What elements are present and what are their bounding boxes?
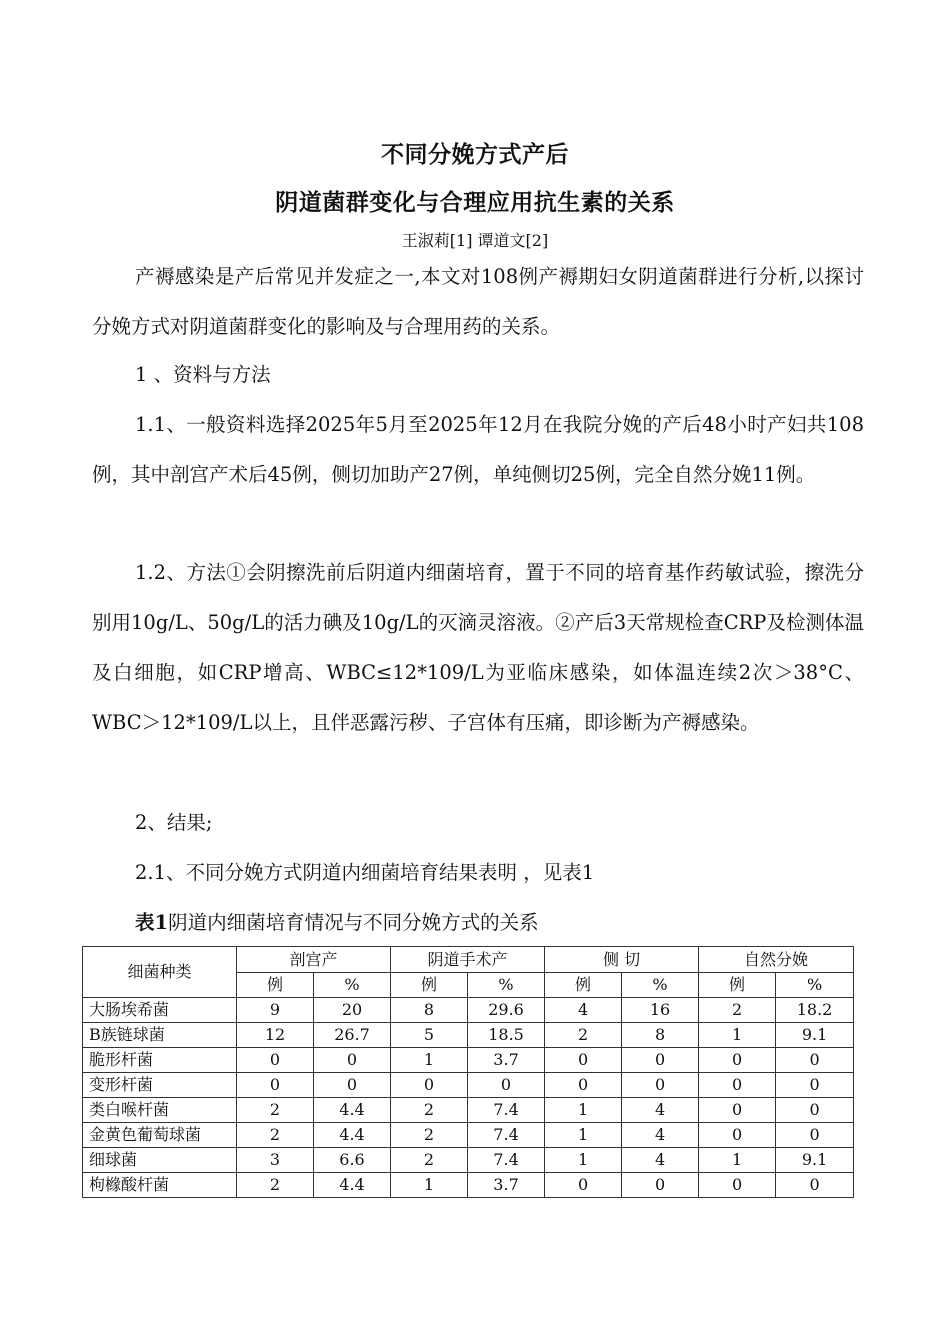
bacteria-name-cell: 变形杆菌 xyxy=(83,1073,237,1098)
table-row xyxy=(83,1023,854,1048)
table-caption xyxy=(135,903,539,943)
table-cell: 16 xyxy=(622,998,699,1023)
bacteria-name-cell: 大肠埃希菌 xyxy=(83,998,237,1023)
group-header: 侧 切 xyxy=(545,947,699,973)
table-cell: 4 xyxy=(545,998,622,1023)
table-cell: 3 xyxy=(237,1148,314,1173)
table-cell: 1 xyxy=(391,1173,468,1198)
table-cell: 1 xyxy=(545,1123,622,1148)
group-header: 阴道手术产 xyxy=(391,947,545,973)
table-cell: 1 xyxy=(545,1098,622,1123)
table-cell: 0 xyxy=(699,1098,776,1123)
subheader-cell: % xyxy=(468,973,545,998)
table-cell: 2 xyxy=(237,1123,314,1148)
table-cell: 2 xyxy=(545,1023,622,1048)
table-cell: 2 xyxy=(237,1098,314,1123)
table-cell: 0 xyxy=(622,1048,699,1073)
table-cell: 7.4 xyxy=(468,1098,545,1123)
table-cell: 2 xyxy=(391,1148,468,1173)
table-cell: 7.4 xyxy=(468,1123,545,1148)
paragraph-2-1: 2.1、不同分娩方式阴道内细菌培育结果表明 ，见表1 xyxy=(135,861,595,884)
table-cell: 2 xyxy=(699,998,776,1023)
table-cell: 3.7 xyxy=(468,1173,545,1198)
table-cell: 9.1 xyxy=(776,1023,854,1048)
table-row xyxy=(83,1048,854,1073)
table-cell: 0 xyxy=(468,1073,545,1098)
table-caption-text: 阴道内细菌培育情况与不同分娩方式的关系 xyxy=(168,911,539,934)
table-cell: 0 xyxy=(237,1073,314,1098)
subheader-cell: 例 xyxy=(699,973,776,998)
table-cell: 12 xyxy=(237,1023,314,1048)
table-cell: 0 xyxy=(776,1123,854,1148)
table-cell: 1 xyxy=(545,1148,622,1173)
table-cell: 0 xyxy=(622,1073,699,1098)
table-row xyxy=(83,1098,854,1123)
table-cell: 2 xyxy=(391,1123,468,1148)
table-cell: 0 xyxy=(699,1123,776,1148)
bacteria-name-cell: 类白喉杆菌 xyxy=(83,1098,237,1123)
table-cell: 20 xyxy=(314,998,391,1023)
table-cell: 0 xyxy=(699,1048,776,1073)
table-cell: 0 xyxy=(699,1073,776,1098)
table-cell: 26.7 xyxy=(314,1023,391,1048)
table-cell: 7.4 xyxy=(468,1148,545,1173)
table-cell: 5 xyxy=(391,1023,468,1048)
table-cell: 4.4 xyxy=(314,1123,391,1148)
table-cell: 4 xyxy=(622,1123,699,1148)
table-cell: 0 xyxy=(776,1098,854,1123)
table-header-row xyxy=(83,947,854,973)
table-row xyxy=(83,1073,854,1098)
paragraph-1-2: 1.2、方法①会阴擦洗前后阴道内细菌培育，置于不同的培育基作药敏试验，擦洗分别用10g/L、50g/L的活力碘及10g/L的灭滴灵溶液。②产后3天常规检查CRP及检测体温及白细胞，如CRP增高、WBC≤12*109/L为亚临床感染，如体温连续2次＞38°C、WBC＞12*109/L以上，且伴恶露污秽、子宫体有压痛，即诊断为产褥感染。 xyxy=(92,561,864,734)
table-cell: 0 xyxy=(237,1048,314,1073)
intro-paragraph: 产褥感染是产后常见并发症之一,本文对108例产褥期妇女阴道菌群进行分析,以探讨分娩方式对阴道菌群变化的影响及与合理用药的关系。 xyxy=(92,265,864,338)
group-header: 剖宫产 xyxy=(237,947,391,973)
table-cell: 0 xyxy=(314,1073,391,1098)
title-line-1: 不同分娩方式产后 xyxy=(381,141,569,168)
table-cell: 1 xyxy=(391,1048,468,1073)
bacteria-name-cell: 脆形杆菌 xyxy=(83,1048,237,1073)
title-line-2: 阴道菌群变化与合理应用抗生素的关系 xyxy=(275,189,675,216)
subheader-cell: % xyxy=(776,973,854,998)
table-row xyxy=(83,998,854,1023)
table-cell: 0 xyxy=(391,1073,468,1098)
table-cell: 8 xyxy=(391,998,468,1023)
table-cell: 18.5 xyxy=(468,1023,545,1048)
table-cell: 0 xyxy=(776,1173,854,1198)
table-cell: 1 xyxy=(699,1023,776,1048)
authors: 王淑莉[1] 谭道文[2] xyxy=(401,231,549,250)
table-cell: 1 xyxy=(699,1148,776,1173)
table-cell: 4 xyxy=(622,1148,699,1173)
table-cell: 0 xyxy=(776,1073,854,1098)
bacteria-table xyxy=(82,946,854,1198)
table-cell: 3.7 xyxy=(468,1048,545,1073)
table-cell: 8 xyxy=(622,1023,699,1048)
section-1-heading: 1 、资料与方法 xyxy=(135,363,271,386)
table-caption-label: 表1 xyxy=(135,911,169,934)
bacteria-name-cell: 细球菌 xyxy=(83,1148,237,1173)
table-cell: 0 xyxy=(545,1173,622,1198)
table-cell: 0 xyxy=(699,1173,776,1198)
table-cell: 9 xyxy=(237,998,314,1023)
table-cell: 0 xyxy=(545,1048,622,1073)
table-cell: 2 xyxy=(237,1173,314,1198)
table-cell: 29.6 xyxy=(468,998,545,1023)
corner-header: 细菌种类 xyxy=(83,947,237,998)
subheader-cell: 例 xyxy=(391,973,468,998)
subheader-cell: % xyxy=(622,973,699,998)
table-cell: 0 xyxy=(622,1173,699,1198)
table-cell: 0 xyxy=(776,1048,854,1073)
table-cell: 0 xyxy=(545,1073,622,1098)
paragraph-1-1: 1.1、一般资料选择2025年5月至2025年12月在我院分娩的产后48小时产妇共108例，其中剖宫产术后45例，侧切加助产27例，单纯侧切25例，完全自然分娩11例。 xyxy=(92,413,864,486)
table-cell: 4 xyxy=(622,1098,699,1123)
table-row xyxy=(83,1173,854,1198)
table-cell: 2 xyxy=(391,1098,468,1123)
subheader-cell: 例 xyxy=(237,973,314,998)
table-cell: 18.2 xyxy=(776,998,854,1023)
table-cell: 4.4 xyxy=(314,1098,391,1123)
table-cell: 9.1 xyxy=(776,1148,854,1173)
bacteria-name-cell: 枸橼酸杆菌 xyxy=(83,1173,237,1198)
bacteria-name-cell: 金黄色葡萄球菌 xyxy=(83,1123,237,1148)
bacteria-name-cell: B族链球菌 xyxy=(83,1023,237,1048)
section-2-heading: 2、结果; xyxy=(135,811,213,834)
subheader-cell: 例 xyxy=(545,973,622,998)
table-cell: 6.6 xyxy=(314,1148,391,1173)
table-row xyxy=(83,1123,854,1148)
group-header: 自然分娩 xyxy=(699,947,854,973)
table-cell: 4.4 xyxy=(314,1173,391,1198)
table-body xyxy=(83,998,854,1198)
table-cell: 0 xyxy=(314,1048,391,1073)
table-row xyxy=(83,1148,854,1173)
subheader-cell: % xyxy=(314,973,391,998)
